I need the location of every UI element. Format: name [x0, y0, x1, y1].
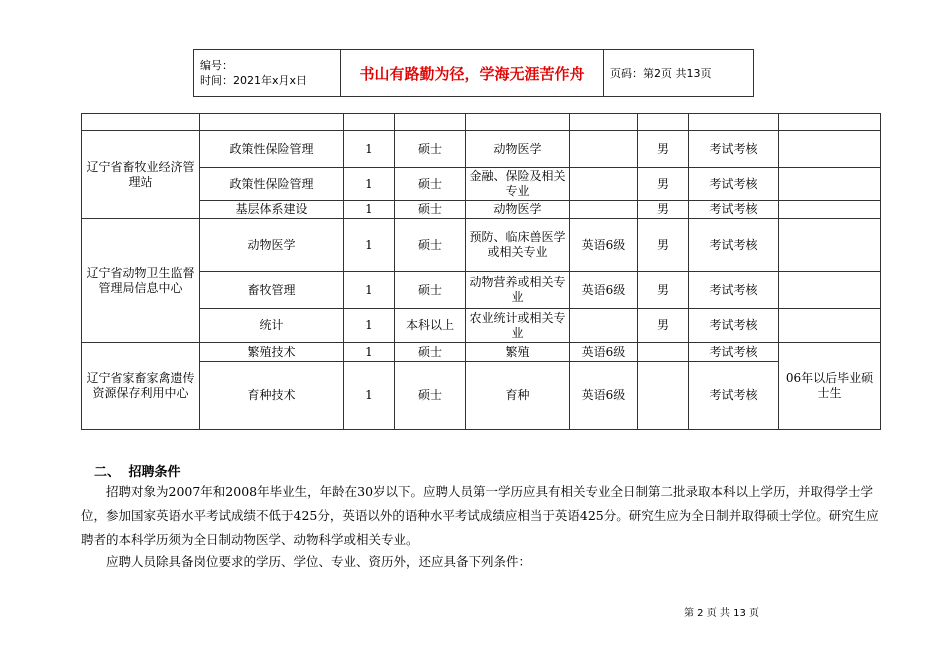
- note-cell: [779, 201, 881, 219]
- post-cell: 政策性保险管理: [200, 131, 344, 168]
- unit-cell: 辽宁省畜牧业经济管理站: [82, 131, 200, 219]
- unit-cell: 辽宁省家畜家禽遗传资源保存利用中心: [82, 343, 200, 430]
- gender-cell: 男: [638, 131, 689, 168]
- method-cell: 考试考核: [689, 201, 779, 219]
- language-cell: 英语6级: [570, 272, 638, 309]
- major-cell: 农业统计或相关专业: [466, 309, 570, 343]
- table-cell: [638, 114, 689, 131]
- header-meta: [194, 50, 341, 97]
- gender-cell: 男: [638, 309, 689, 343]
- degree-cell: 硕士: [395, 168, 466, 201]
- table-row-blank: [82, 114, 881, 131]
- note-cell: [779, 168, 881, 201]
- major-cell: 金融、保险及相关专业: [466, 168, 570, 201]
- major-cell: 繁殖: [466, 343, 570, 362]
- degree-cell: 本科以上: [395, 309, 466, 343]
- table-cell: [570, 114, 638, 131]
- gender-cell: [638, 343, 689, 362]
- section-title: 招聘条件: [128, 465, 181, 480]
- count-cell: 1: [344, 309, 395, 343]
- recruitment-table: [81, 113, 881, 430]
- table-row: [82, 201, 881, 219]
- section-number: 二、: [94, 465, 121, 480]
- post-cell: 动物医学: [200, 219, 344, 272]
- unit-cell: 辽宁省动物卫生监督管理局信息中心: [82, 219, 200, 343]
- note-cell: 06年以后毕业硕士生: [779, 343, 881, 430]
- table-row: [82, 131, 881, 168]
- degree-cell: 硕士: [395, 131, 466, 168]
- table-cell: [82, 114, 200, 131]
- table-row: [82, 309, 881, 343]
- post-cell: 繁殖技术: [200, 343, 344, 362]
- method-cell: 考试考核: [689, 362, 779, 430]
- degree-cell: 硕士: [395, 272, 466, 309]
- gender-cell: 男: [638, 219, 689, 272]
- table-row: [82, 362, 881, 430]
- language-cell: 英语6级: [570, 362, 638, 430]
- table-cell: [395, 114, 466, 131]
- table-row: [82, 272, 881, 309]
- header-page-code: 页码：第2页 共13页: [604, 50, 754, 97]
- table-row: [82, 219, 881, 272]
- page-footer: 第 2 页 共 13 页: [684, 608, 759, 619]
- major-cell: 预防、临床兽医学或相关专业: [466, 219, 570, 272]
- count-cell: 1: [344, 131, 395, 168]
- language-cell: 英语6级: [570, 219, 638, 272]
- post-cell: 畜牧管理: [200, 272, 344, 309]
- degree-cell: 硕士: [395, 343, 466, 362]
- degree-cell: 硕士: [395, 219, 466, 272]
- table-row: [82, 343, 881, 362]
- note-cell: [779, 272, 881, 309]
- post-cell: 育种技术: [200, 362, 344, 430]
- table-cell: [779, 114, 881, 131]
- body-paragraph: 应聘人员除具备岗位要求的学历、学位、专业、资历外，还应具备下列条件：: [106, 554, 532, 569]
- post-cell: 基层体系建设: [200, 201, 344, 219]
- table-cell: [466, 114, 570, 131]
- post-cell: 政策性保险管理: [200, 168, 344, 201]
- count-cell: 1: [344, 343, 395, 362]
- method-cell: 考试考核: [689, 168, 779, 201]
- page-header: [193, 49, 754, 97]
- table-cell: [200, 114, 344, 131]
- gender-cell: 男: [638, 168, 689, 201]
- method-cell: 考试考核: [689, 219, 779, 272]
- note-cell: [779, 309, 881, 343]
- header-motto: 书山有路勤为径，学海无涯苦作舟: [341, 50, 604, 97]
- body-paragraph: 招聘对象为2007年和2008年毕业生，年龄在30岁以下。应聘人员第一学历应具有相关专业全日制第二批录取本科以上学历，并取得学士学位，参加国家英语水平考试成绩不低于425分，英语以外的语种水平考试成绩应相当于英语425分。研究生应为全日制并取得硕士学位。研究生应聘者的本科学历须为全日制动物医学、动物科学或相关专业。: [81, 484, 879, 547]
- gender-cell: 男: [638, 201, 689, 219]
- major-cell: 动物营养或相关专业: [466, 272, 570, 309]
- gender-cell: 男: [638, 272, 689, 309]
- language-cell: 英语6级: [570, 343, 638, 362]
- count-cell: 1: [344, 272, 395, 309]
- table-cell: [344, 114, 395, 131]
- count-cell: 1: [344, 201, 395, 219]
- table-row: [82, 168, 881, 201]
- method-cell: 考试考核: [689, 309, 779, 343]
- gender-cell: [638, 362, 689, 430]
- degree-cell: 硕士: [395, 201, 466, 219]
- method-cell: 考试考核: [689, 272, 779, 309]
- method-cell: 考试考核: [689, 343, 779, 362]
- count-cell: 1: [344, 362, 395, 430]
- degree-cell: 硕士: [395, 362, 466, 430]
- major-cell: 动物医学: [466, 131, 570, 168]
- count-cell: 1: [344, 168, 395, 201]
- major-cell: 育种: [466, 362, 570, 430]
- note-cell: [779, 219, 881, 272]
- document-number-label: 编号：: [200, 59, 233, 72]
- language-cell: [570, 201, 638, 219]
- post-cell: 统计: [200, 309, 344, 343]
- language-cell: [570, 309, 638, 343]
- major-cell: 动物医学: [466, 201, 570, 219]
- count-cell: 1: [344, 219, 395, 272]
- document-time: 时间：2021年x月x日: [200, 74, 308, 87]
- method-cell: 考试考核: [689, 131, 779, 168]
- language-cell: [570, 131, 638, 168]
- section-heading: [94, 461, 181, 480]
- note-cell: [779, 131, 881, 168]
- table-cell: [689, 114, 779, 131]
- language-cell: [570, 168, 638, 201]
